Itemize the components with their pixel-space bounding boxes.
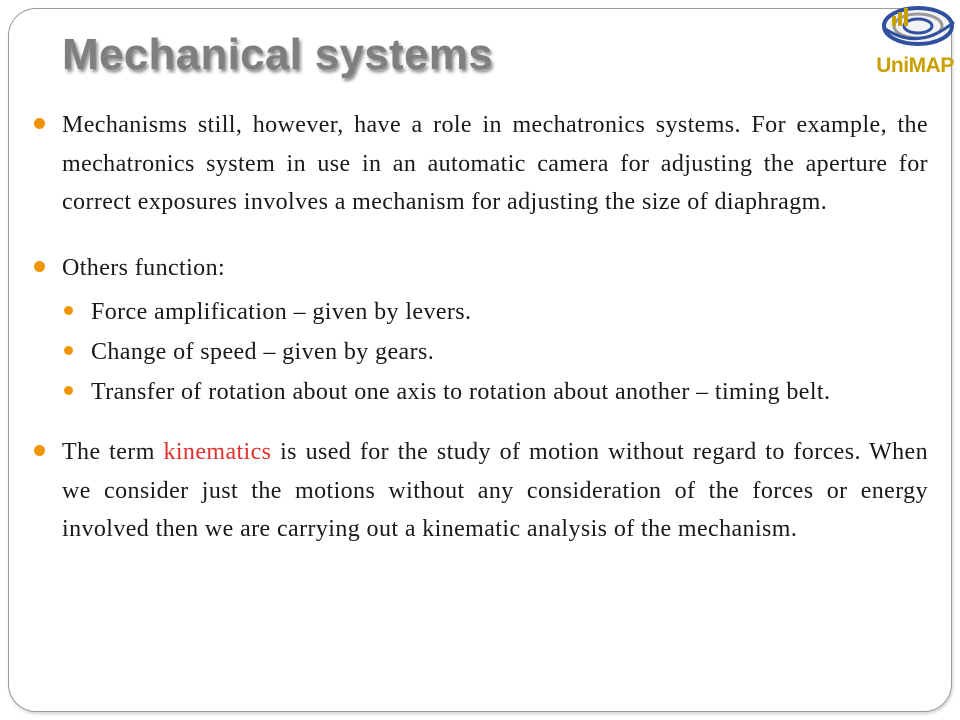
sub-bullet-force-amplification: Force amplification – given by levers. [62,292,928,332]
kinematics-text-after: is used for the study of motion without regard to forces. When we consider just the motions without any consideration of the forces or energy involved then we are carrying out a kinematic analysis of the mechanism. [62,439,928,542]
kinematics-term: kinematics [163,439,272,465]
globe-icon [872,2,958,58]
bullet-kinematics [34,433,928,549]
sub-bullet-transfer-of-rotation: Transfer of rotation about one axis to rotation about another – timing belt. [62,372,928,412]
slide-title: Mechanical systems [62,30,493,79]
logo-wordmark: UniMAP [876,54,954,77]
bullet-others-function: Others function: [34,249,928,288]
sub-bullet-change-of-speed: Change of speed – given by gears. [62,332,928,372]
bullet-mechanisms: Mechanisms still, however, have a role in mechatronics systems. For example, the mechatronics system in use in an automatic camera for adjusting the aperture for correct exposures involves a mechanism for adjusting the size of diaphragm. [34,106,928,222]
slide-content [34,106,928,549]
kinematics-text-before: The term [62,439,164,465]
unimap-logo [872,2,958,80]
